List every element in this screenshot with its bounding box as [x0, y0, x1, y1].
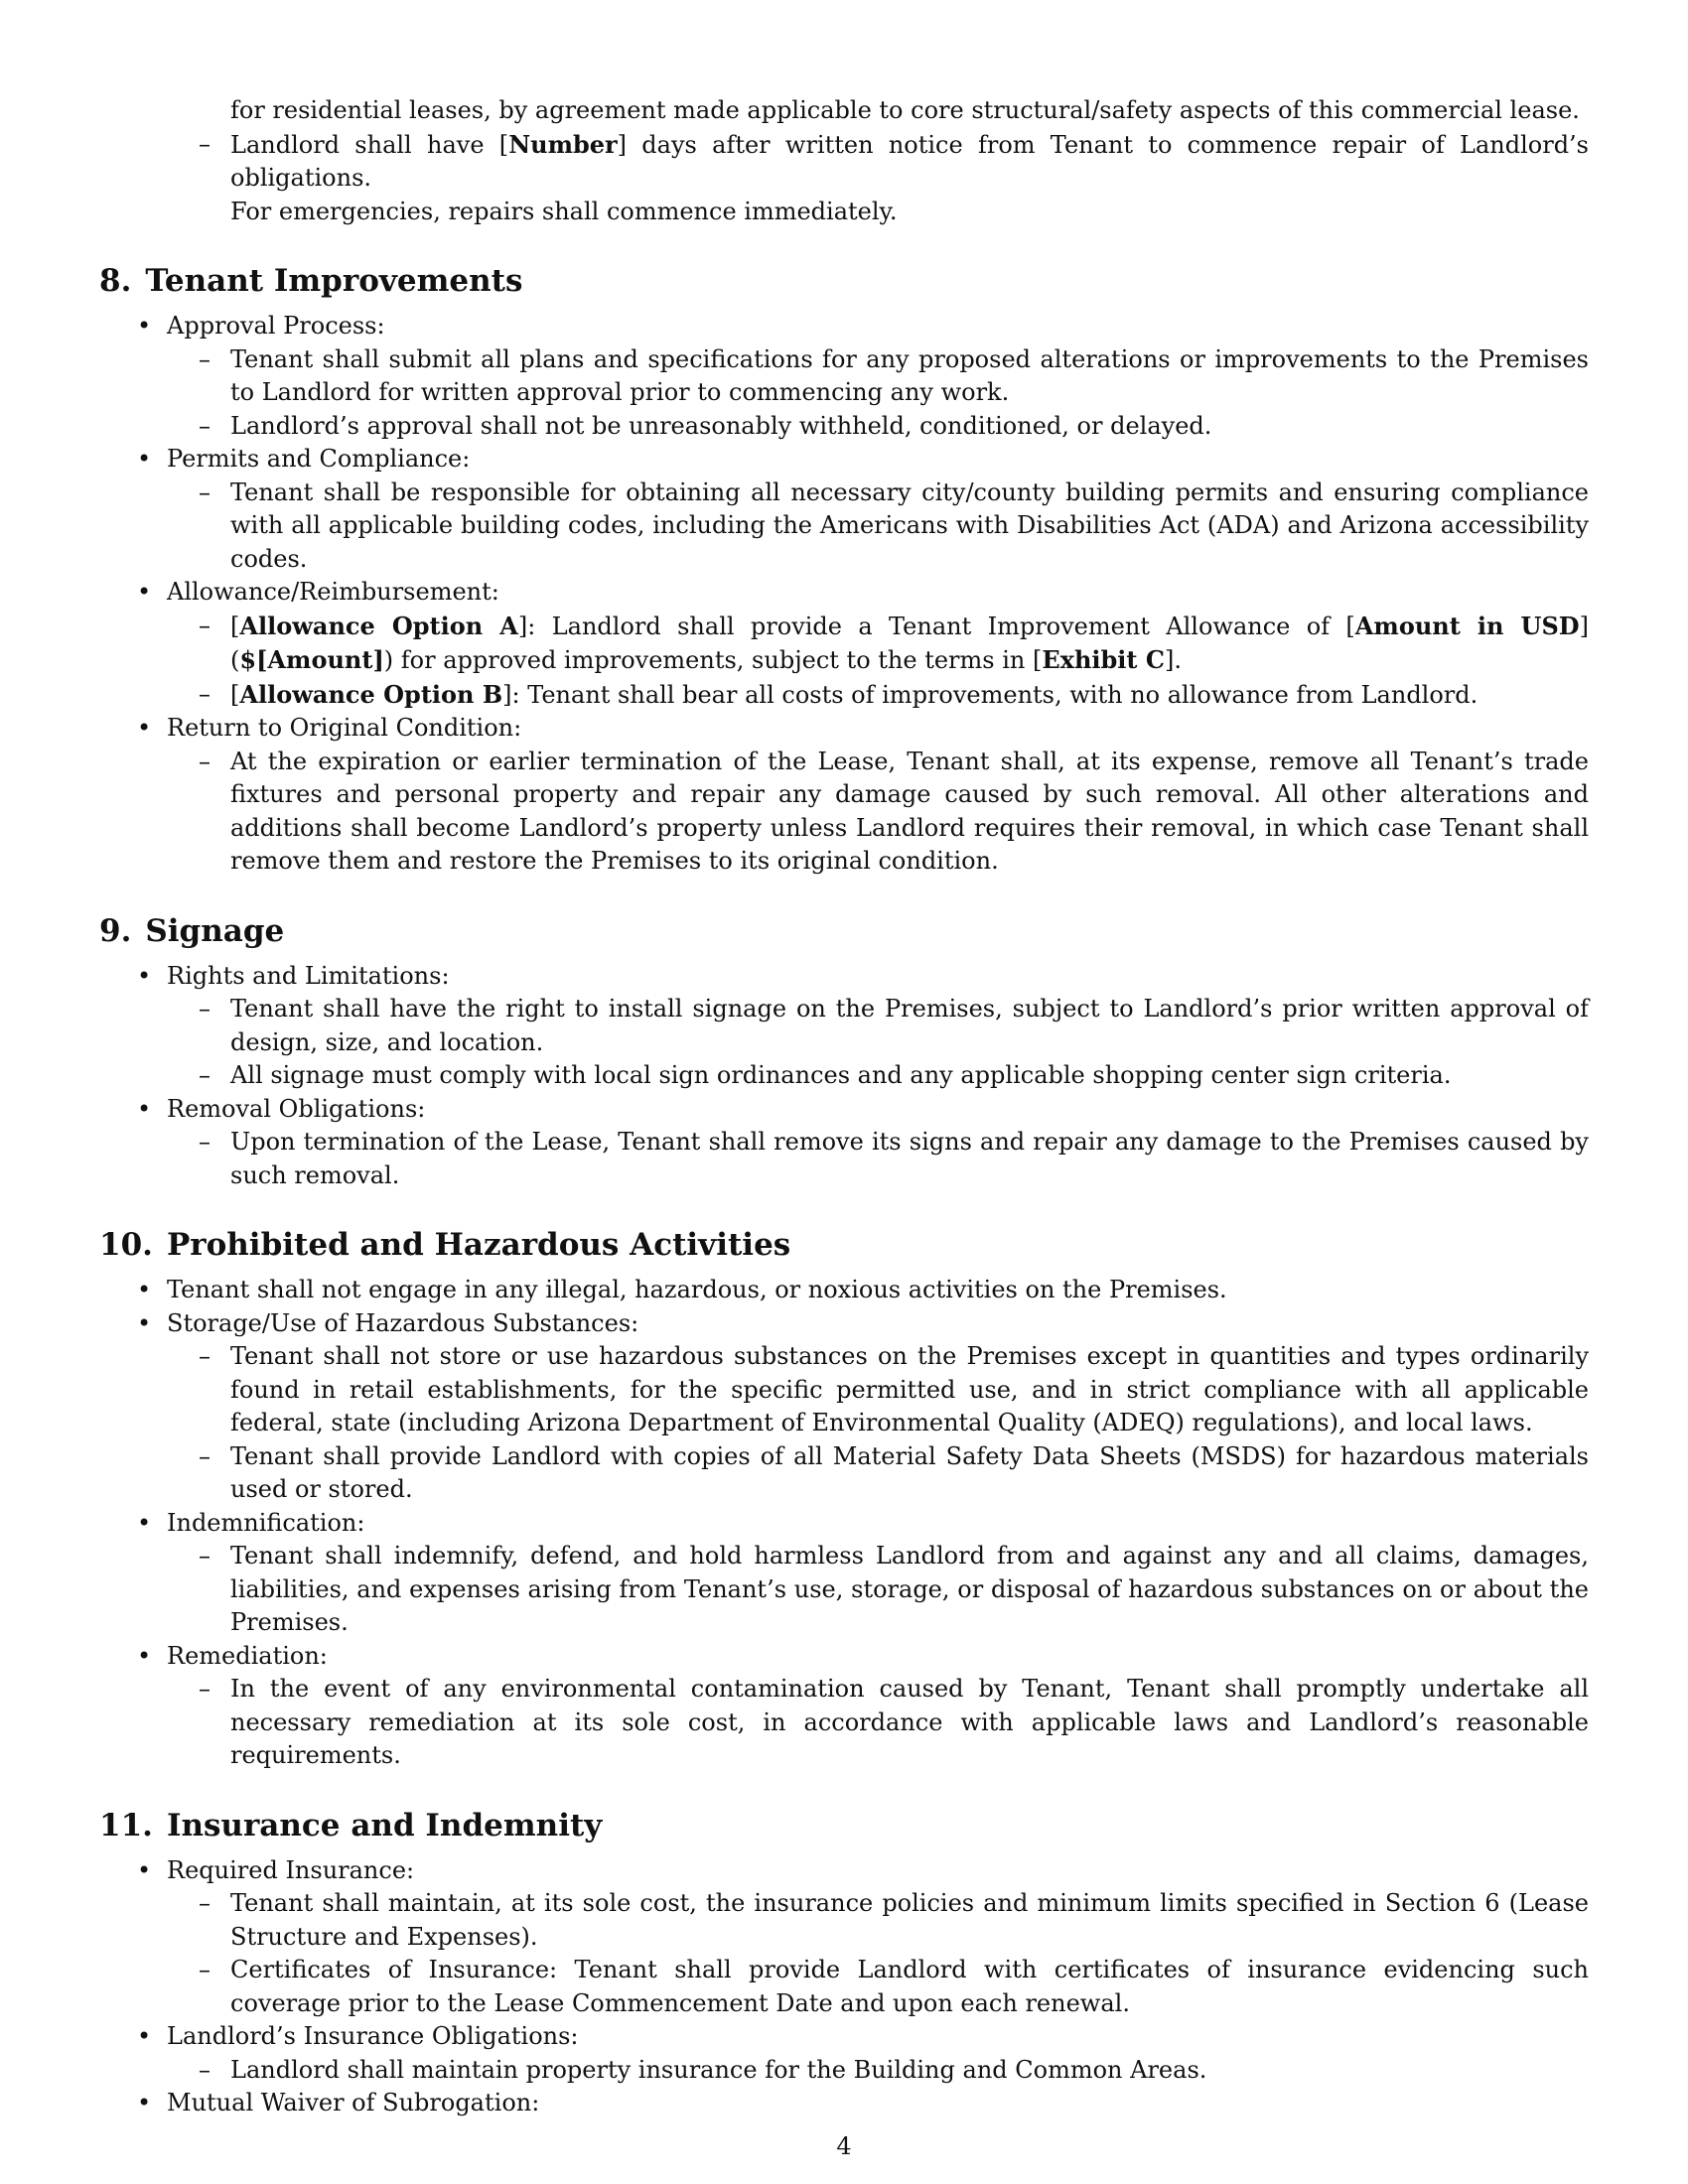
bullet-icon: • — [137, 961, 152, 990]
section-heading: 11. Insurance and Indemnity — [99, 1807, 603, 1843]
dash-bullet: – — [199, 1889, 211, 1917]
dash-bullet: – — [199, 747, 211, 775]
dash-bullet: – — [199, 411, 211, 440]
list-item: – Landlord shall maintain property insurance for the Building and Common Areas. — [99, 2054, 1589, 2088]
bullet-icon: • — [137, 1855, 152, 1884]
dash-bullet: – — [199, 1128, 211, 1156]
bullet-icon: • — [137, 2022, 152, 2050]
list-item: • Mutual Waiver of Subrogation: — [99, 2087, 1589, 2120]
dash-bullet: – — [199, 1675, 211, 1703]
dash-bullet: – — [199, 679, 211, 708]
section-heading: 9. Signage — [99, 912, 285, 949]
dash-bullet: – — [199, 611, 211, 639]
list-item: • Remediation: — [99, 1640, 1589, 1674]
dash-bullet: – — [199, 129, 211, 158]
list-item: – Tenant shall have the right to install signage on the Premises, subject to Landlord’s prior written approval of design, size, and location. — [199, 995, 1589, 1056]
list-item: – Upon termination of the Lease, Tenant shall remove its signs and repair any damage to the Premises caused by such removal. — [199, 1128, 1589, 1189]
continued-text: for residential leases, by agreement made applicable to core structural/safety aspects of this commercial lease. — [230, 96, 1580, 124]
document-page — [99, 94, 1589, 2120]
placeholder-bold: Number — [508, 129, 618, 159]
bullet-icon: • — [137, 1508, 152, 1537]
list-item: • Landlord’s Insurance Obligations: — [99, 2020, 1589, 2054]
item-text: For emergencies, repairs shall commence immediately. — [230, 197, 898, 225]
dash-bullet: – — [199, 1441, 211, 1470]
list-item: – All signage must comply with local sign ordinances and any applicable shopping center sign criteria. — [99, 1059, 1589, 1093]
bullet-icon: • — [137, 714, 152, 742]
dash-bullet: – — [199, 1061, 211, 1089]
list-item: – At the expiration or earlier termination of the Lease, Tenant shall, at its expense, remove all Tenant’s trade fixtures and personal property and repair any damage caused by such removal. All other alterations and additions shall become Landlord’s property unless Landlord requires their removal, in which case Tenant shall remove them and restore the Premises to its original condition. — [199, 747, 1589, 875]
bullet-icon: • — [137, 1094, 152, 1123]
list-item: • Indemnification: — [99, 1507, 1589, 1541]
section-8 — [99, 261, 1589, 301]
list-item: – Tenant shall provide Landlord with copies of all Material Safety Data Sheets (MSDS) for hazardous materials used or stored. — [199, 1441, 1589, 1503]
list-item: – [Allowance Option B]: Tenant shall bear all costs of improvements, with no allowance from Landlord. — [99, 678, 1589, 713]
list-item: – Tenant shall be responsible for obtaining all necessary city/county building permits and ensuring compliance with all applicable building codes, including the Americans with Disabilities Act (ADA) and Arizona accessibility codes. — [199, 478, 1589, 573]
bullet-icon: • — [137, 312, 152, 340]
list-item: • Return to Original Condition: — [99, 712, 1589, 746]
dash-bullet: – — [199, 1342, 211, 1370]
dash-bullet: – — [199, 344, 211, 373]
list-item: – Certificates of Insurance: Tenant shall provide Landlord with certificates of insurance evidencing such coverage prior to the Lease Commencement Date and upon each renewal. — [199, 1956, 1589, 2017]
bullet-icon: • — [137, 445, 152, 473]
page-number: 4 — [836, 2132, 852, 2160]
list-item: – [Allowance Option A]: Landlord shall provide a Tenant Improvement Allowance of [Amount in USD] ($[Amount]) for approved improvements, subject to the terms in [Exhibit C]. — [199, 611, 1589, 674]
list-item: – Landlord’s approval shall not be unreasonably withheld, conditioned, or delayed. — [99, 410, 1589, 444]
section-9 — [99, 911, 1589, 951]
list-item: • Rights and Limitations: — [99, 960, 1589, 994]
list-item: – Tenant shall indemnify, defend, and hold harmless Landlord from and against any and all claims, damages, liabilities, and expenses arising from Tenant’s use, storage, or disposal of hazardous substances on or about the Premises. — [199, 1542, 1589, 1636]
dash-bullet: – — [199, 478, 211, 506]
bullet-icon: • — [137, 1276, 152, 1303]
list-item: – Tenant shall not store or use hazardous substances on the Premises except in quantities and types ordinarily found in retail establishments, for the specific permitted use, and in strict compliance with all applicable federal, state (including Arizona Department of Environmental Quality (ADEQ) regulations), and local laws. — [199, 1342, 1589, 1436]
list-item: • Permits and Compliance: — [99, 443, 1589, 477]
list-item: • Allowance/Reimbursement: — [99, 576, 1589, 610]
dash-bullet: – — [199, 1542, 211, 1570]
section-heading: 10. Prohibited and Hazardous Activities — [99, 1227, 791, 1263]
list-item: • Required Insurance: — [99, 1854, 1589, 1888]
dash-bullet: – — [199, 995, 211, 1023]
list-item: – Tenant shall maintain, at its sole cost, the insurance policies and minimum limits specified in Section 6 (Lease Structure and Expenses). — [199, 1889, 1589, 1951]
bullet-icon: • — [137, 1308, 152, 1337]
section-10 — [99, 1225, 1589, 1265]
list-item: • Removal Obligations: — [99, 1093, 1589, 1127]
list-item — [99, 128, 1589, 229]
list-item: • Tenant shall not engage in any illegal, hazardous, or noxious activities on the Premises. — [99, 1274, 1589, 1307]
list-item: • Storage/Use of Hazardous Substances: — [99, 1307, 1589, 1341]
list-item: – In the event of any environmental contamination caused by Tenant, Tenant shall promptly undertake all necessary remediation at its sole cost, in accordance with applicable laws and Landlord’s reasonable requirements. — [199, 1675, 1589, 1769]
bullet-icon: • — [137, 1641, 152, 1670]
dash-bullet: – — [199, 1956, 211, 1983]
bullet-icon: • — [137, 2089, 152, 2116]
item-text: Landlord shall have [ — [230, 130, 509, 159]
list-item: – Tenant shall submit all plans and specifications for any proposed alterations or improvements to the Premises to Landlord for written approval prior to commencing any work. — [199, 344, 1589, 406]
list-item: • Approval Process: — [99, 310, 1589, 343]
section-11 — [99, 1806, 1589, 1845]
section-heading: 8. Tenant Improvements — [99, 263, 523, 299]
bullet-icon: • — [137, 578, 152, 606]
item-text: ] days after written notice from Tenant to commence repair of Landlord’s obligations. — [230, 130, 1590, 192]
dash-bullet: – — [199, 2055, 211, 2084]
